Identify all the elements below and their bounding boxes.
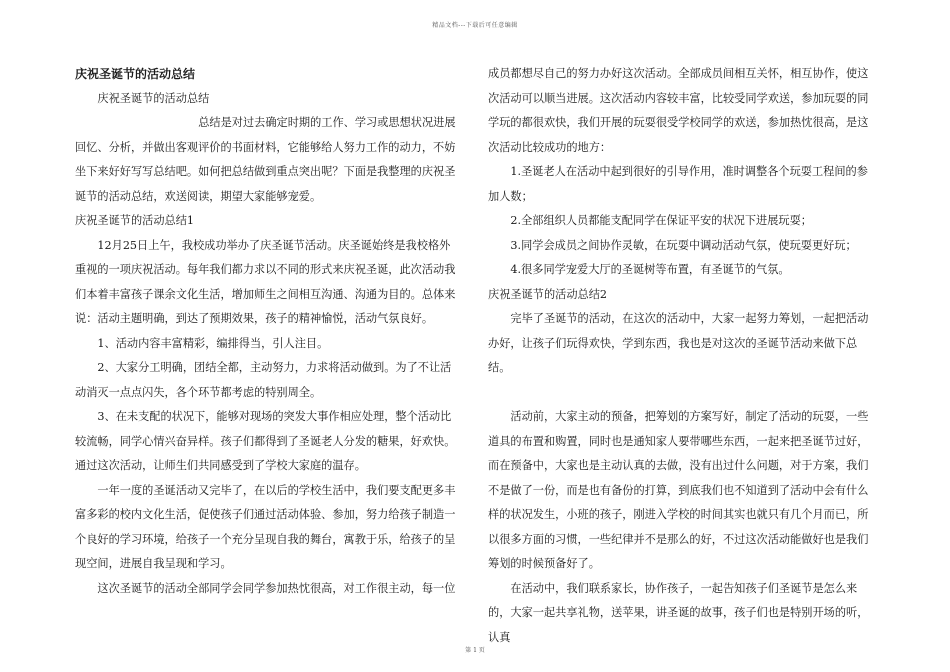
- paragraph: 活动前，大家主动的预备，把筹划的方案写好，制定了活动的玩耍，一些道具的布置和购置，同时也是通知家人要带哪些东西，一起来把圣诞节过好，而在预备中，大家也是主动认真的去做，没有出过什么问题，对于方案，我们不是做了一份，而是也有备份的打算，到底我们也不知道到了活动中会有什么样的状况发生，小班的孩子，刚进入学校的时间其实也就只有几个月而已，所以很多方面的习惯，一些纪律并不是那么的好，不过这次活动能做好也是我们筹划的时候预备好了。: [488, 410, 869, 570]
- left-column: [75, 62, 460, 601]
- blank-line: [488, 381, 873, 406]
- section-heading-1: 庆祝圣诞节的活动总结1: [75, 214, 194, 227]
- document-title: 庆祝圣诞节的活动总结: [75, 67, 196, 81]
- paragraph: 一年一度的圣诞活动又完毕了，在以后的学校生活中，我们要支配更多丰富多彩的校内文化生活，促使孩子们通过活动体验、参加，努力给孩子制造一个良好的学习环境，给孩子一个充分呈现自我的舞台，寓教于乐，给孩子的呈现空间，进展自我呈现和学习。: [75, 483, 456, 570]
- page-header: 精品文档---下载后可任意编辑: [432, 22, 518, 29]
- paragraph: 12月25日上午，我校成功举办了庆圣诞节活动。庆圣诞始终是我校格外重视的一项庆祝活动。每年我们都力求以不同的形式来庆祝圣诞，此次活动我们本着丰富孩子课余文化生活，增加师生之间相互沟通、沟通为目的。总体来说：活动主题明确，到达了预期效果，孩子的精神愉悦，活动气氛良好。: [75, 238, 456, 325]
- document-subtitle: 庆祝圣诞节的活动总结: [97, 91, 210, 105]
- list-item: 2.全部组织人员都能支配同学在保证平安的状况下进展玩耍；: [510, 214, 812, 227]
- list-item: 1.圣诞老人在活动中起到很好的引导作用，准时调整各个玩耍工程间的参加人数；: [488, 165, 868, 203]
- list-item: 3、在未支配的状况下，能够对现场的突发大事作相应处理，整个活动比较流畅，同学心情兴奋异样。孩子们都得到了圣诞老人分发的糖果，好欢快。通过这次活动，让师生们共同感受到了学校大家庭的温存。: [75, 410, 456, 472]
- paragraph: 在活动中，我们联系家长，协作孩子，一起告知孩子们圣诞节是怎么来的，大家一起共享礼物，送苹果，讲圣诞的故事，孩子们也是特别开场的听，认真: [488, 581, 869, 644]
- list-item: 2、大家分工明确，团结全都，主动努力，力求将活动做到。为了不让活动消灭一点点闪失，各个环节都考虑的特别周全。: [75, 361, 452, 399]
- intro-paragraph: 总结是对过去确定时期的工作、学习或思想状况进展回忆、分析，并做出客观评价的书面材料，它能够给人努力工作的动力，不妨坐下来好好写写总结吧。如何把总结做到重点突出呢？下面是我整理的庆祝圣诞节的活动总结，欢送阅读，期望大家能够宠爱。: [75, 116, 456, 203]
- list-item: 1、活动内容丰富精彩，编排得当，引人注目。: [97, 336, 329, 350]
- list-item: 4.很多同学宠爱大厅的圣诞树等布置，有圣诞节的气氛。: [510, 263, 790, 276]
- paragraph: 这次圣诞节的活动全部同学会同学参加热忱很高，对工作很主动，每一位: [97, 581, 456, 595]
- list-item: 3.同学会成员之间协作灵敏，在玩耍中调动活动气氛，使玩耍更好玩；: [510, 238, 857, 252]
- right-column: [488, 62, 873, 650]
- paragraph: 成员都想尽自己的努力办好这次活动。全部成员间相互关怀，相互协作，使这次活动可以顺当进展。这次活动内容较丰富，比较受同学欢送，参加玩耍的同学玩的都很欢快，我们开展的玩耍很受学校同学的欢送，参加热忱很高，是这次活动比较成功的地方：: [488, 67, 869, 154]
- page-footer: 第 1 页: [465, 647, 485, 654]
- section-heading-2: 庆祝圣诞节的活动总结2: [488, 287, 607, 301]
- paragraph: 完毕了圣诞节的活动，在这次的活动中，大家一起努力筹划，一起把活动办好，让孩子们玩得欢快，学到东西，我也是对这次的圣诞节活动来做下总结。: [488, 312, 869, 374]
